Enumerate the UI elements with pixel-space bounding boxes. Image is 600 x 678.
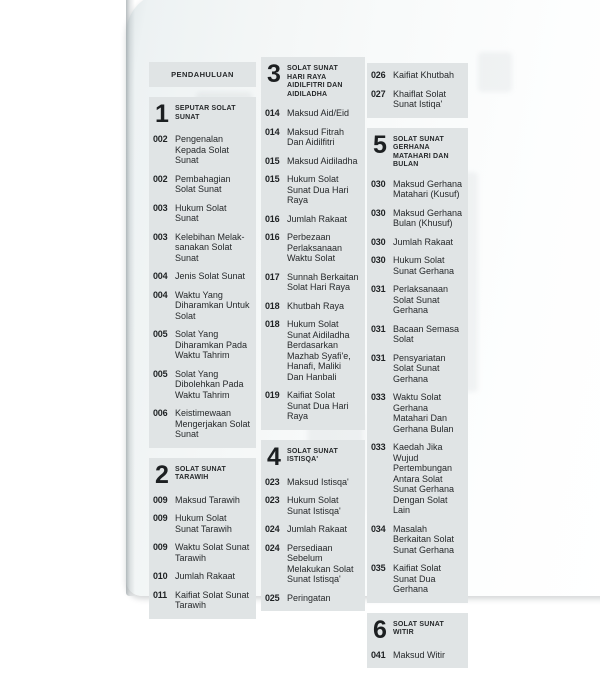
toc-entry <box>153 174 251 195</box>
entry-title: Kelebihan Melak-sanakan Solat Sunat <box>175 231 245 263</box>
entries-continuation-box <box>367 63 468 118</box>
entry-page-number: 010 <box>153 571 168 581</box>
section-header <box>155 460 251 489</box>
toc-entry <box>153 203 251 224</box>
section-header <box>155 100 251 128</box>
entry-title: Hukum Solat Sunat Dua Hari Raya <box>287 174 349 205</box>
toc-entry <box>265 301 360 312</box>
entry-title: Kaedah Jika Wujud Pertembungan Antara Solat Sunat Gerhana Dengan Solat Lain <box>393 442 455 515</box>
toc-entry <box>265 272 360 293</box>
entry-title: Masalah Berkaitan Solat Sunat Gerhana <box>393 523 455 555</box>
section-6-box <box>367 613 468 669</box>
entry-title: Persediaan Sebelum Melakukan Solat Sunat Istisqa' <box>287 542 354 584</box>
toc-entry <box>265 524 360 535</box>
entry-title: Maksud Istisqa' <box>287 476 349 487</box>
entry-title: Bacaan Semasa Solat <box>393 323 460 344</box>
showthrough-smudge <box>478 52 512 92</box>
toc-entry <box>153 329 251 361</box>
toc-entry <box>265 108 360 119</box>
section-title: SOLAT SUNAT HARI RAYA AIDILFITRI DAN AIDILADHA <box>287 65 343 98</box>
toc-entry <box>153 271 251 282</box>
section-header <box>373 615 463 644</box>
entry-page-number: 030 <box>371 236 386 247</box>
entry-page-number: 015 <box>265 174 280 184</box>
entry-page-number: 014 <box>265 126 280 137</box>
section-5-box <box>367 128 468 603</box>
entry-page-number: 002 <box>153 134 168 144</box>
toc-column-2 <box>261 57 365 621</box>
toc-entry <box>265 543 360 585</box>
entry-title: Solat Yang Dibolehkan Pada Waktu Tahrim <box>175 368 244 400</box>
entry-title: Perbezaan Perlaksanaan Waktu Solat <box>287 232 343 263</box>
section-number: 5 <box>373 130 386 159</box>
entry-title: Pensyariatan Solat Sunat Gerhana <box>393 352 446 384</box>
entry-title: Kaifiat Solat Sunat Dua Hari Raya <box>287 390 349 421</box>
entry-page-number: 003 <box>153 231 168 242</box>
entry-page-number: 030 <box>371 178 386 189</box>
entry-page-number: 003 <box>153 202 168 213</box>
entry-title: Hukum Solat Sunat Gerhana <box>393 255 455 276</box>
section-title: SOLAT SUNAT GERHANA MATAHARI DAN BULAN <box>393 135 449 168</box>
entry-page-number: 031 <box>371 352 386 363</box>
toc-entry <box>371 237 463 248</box>
toc-entry <box>153 232 251 264</box>
entry-title: Jenis Solat Sunat <box>175 271 246 281</box>
entry-title: Maksud Tarawih <box>175 494 240 505</box>
section-4-box <box>261 440 365 612</box>
entry-title: Maksud Fitrah Dan Aidilfitri <box>287 126 345 147</box>
entry-page-number: 002 <box>153 173 168 184</box>
entry-page-number: 024 <box>265 542 280 553</box>
toc-entry <box>265 319 360 382</box>
toc-entry <box>265 593 360 604</box>
entry-page-number: 011 <box>153 589 167 600</box>
toc-entry <box>265 477 360 488</box>
toc-entry <box>153 571 251 582</box>
entry-title: Hukum Solat Sunat Istisqa' <box>287 495 341 516</box>
entry-page-number: 025 <box>265 592 280 603</box>
entry-page-number: 019 <box>265 390 280 400</box>
toc-entry <box>153 408 251 440</box>
toc-entry <box>265 390 360 422</box>
section-1-box <box>149 97 256 448</box>
toc-entry <box>265 214 360 225</box>
entry-title: Hukum Solat Sunat Aidiladha Berdasarkan Mazhab Syafi'e, Hanafi, Maliki Dan Hanbali <box>287 319 351 382</box>
section-number: 6 <box>373 615 386 644</box>
section-number: 2 <box>155 460 168 489</box>
entry-page-number: 030 <box>371 255 386 265</box>
entry-page-number: 005 <box>153 329 168 339</box>
entry-title: Hukum Solat Sunat Tarawih <box>175 513 232 534</box>
toc-entry <box>265 174 360 206</box>
entry-title: Maksud Gerhana Matahari (Kusuf) <box>393 178 463 199</box>
toc-entry <box>153 542 251 563</box>
section-3-box <box>261 57 365 430</box>
entry-page-number: 023 <box>265 495 280 505</box>
entry-page-number: 006 <box>153 408 168 418</box>
contents-header-box <box>149 62 256 87</box>
entry-title: Maksud Aidiladha <box>287 155 358 166</box>
toc-entry <box>265 232 360 264</box>
toc-entry <box>153 590 251 611</box>
section-header <box>267 442 360 471</box>
section-title: SOLAT SUNAT TARAWIH <box>175 465 226 481</box>
toc-column-3 <box>367 63 468 678</box>
entry-title: Kaifiat Khutbah <box>393 70 455 80</box>
entry-title: Jumlah Rakaat <box>175 571 236 581</box>
entry-page-number: 024 <box>265 524 280 534</box>
toc-entry <box>153 290 251 322</box>
entry-page-number: 009 <box>153 513 168 523</box>
entry-title: Solat Yang Diharamkan Pada Waktu Tahrim <box>175 329 248 360</box>
page-left-edge <box>126 0 135 596</box>
entry-page-number: 031 <box>371 284 386 294</box>
entry-title: Jumlah Rakaat <box>393 236 454 247</box>
toc-entry <box>371 284 463 316</box>
section-number: 3 <box>267 60 280 88</box>
entry-title: Pengenalan Kepada Solat Sunat <box>175 134 230 165</box>
entry-page-number: 018 <box>265 300 280 311</box>
toc-entry <box>153 513 251 534</box>
toc-entry <box>371 563 463 595</box>
toc-column-1 <box>149 62 256 629</box>
entry-page-number: 018 <box>265 319 280 329</box>
entry-page-number: 030 <box>371 207 386 218</box>
entry-page-number: 005 <box>153 368 168 379</box>
toc-entry <box>153 495 251 506</box>
entry-title: Waktu Solat Gerhana Matahari Dan Gerhana Bulan <box>393 392 454 434</box>
entry-page-number: 016 <box>265 213 280 224</box>
entry-page-number: 015 <box>265 155 280 166</box>
toc-entry <box>371 208 463 229</box>
entry-title: Maksud Gerhana Bulan (Khusuf) <box>393 207 463 228</box>
entry-title: Khaiflat Solat Sunat Istiqa' <box>393 88 447 109</box>
entry-page-number: 023 <box>265 476 280 487</box>
toc-entry <box>371 255 463 276</box>
entry-title: Waktu Solat Sunat Tarawih <box>175 542 250 563</box>
entry-title: Waktu Yang Diharamkan Untuk Solat <box>175 289 250 321</box>
entry-page-number: 026 <box>371 70 386 80</box>
section-header <box>267 60 360 99</box>
section-title: SOLAT SUNAT WITIR <box>393 620 444 636</box>
section-number: 4 <box>267 442 280 471</box>
toc-entry <box>371 353 463 385</box>
entry-page-number: 035 <box>371 563 386 573</box>
entry-title: Maksud Aid/Eid <box>287 108 350 118</box>
entry-page-number: 027 <box>371 88 386 99</box>
toc-entry <box>153 369 251 401</box>
entry-title: Perlaksanaan Solat Sunat Gerhana <box>393 284 449 315</box>
entry-page-number: 033 <box>371 392 386 402</box>
toc-entry <box>371 524 463 556</box>
toc-entry <box>371 70 463 81</box>
entry-title: Jumlah Rakaat <box>287 213 348 224</box>
entry-page-number: 009 <box>153 542 168 552</box>
entry-page-number: 004 <box>153 271 168 281</box>
entry-title: Peringatan <box>287 592 331 603</box>
toc-entry <box>371 442 463 516</box>
section-header <box>373 130 463 170</box>
entry-title: Kaifiat Solat Sunat Tarawih <box>175 589 250 610</box>
toc-entry <box>371 650 463 661</box>
entry-title: Pembahagian Solat Sunat <box>175 173 231 194</box>
toc-entry <box>371 392 463 434</box>
entry-title: Keistimewaan Mengerjakan Solat Sunat <box>175 408 251 439</box>
entry-page-number: 041 <box>371 649 386 660</box>
section-number: 1 <box>155 100 168 128</box>
section-title: SEPUTAR SOLAT SUNAT <box>175 105 236 121</box>
entry-title: Hukum Solat Sunat <box>175 202 227 223</box>
entry-title: Sunnah Berkaitan Solat Hari Raya <box>287 271 359 292</box>
toc-entry <box>265 156 360 167</box>
toc-entry <box>371 179 463 200</box>
entry-page-number: 017 <box>265 271 280 282</box>
entry-page-number: 014 <box>265 108 280 118</box>
section-2-box <box>149 458 256 619</box>
entry-title: Jumlah Rakaat <box>287 524 348 534</box>
toc-entry <box>153 134 251 166</box>
toc-entry <box>371 324 463 345</box>
contents-header-label: PENDAHULUAN <box>171 70 234 79</box>
toc-entry <box>371 89 463 110</box>
toc-entry <box>265 127 360 148</box>
entry-page-number: 016 <box>265 232 280 242</box>
toc-entry <box>265 495 360 516</box>
section-title: SOLAT SUNAT ISTISQA' <box>287 447 338 463</box>
entry-page-number: 031 <box>371 323 386 334</box>
entry-page-number: 004 <box>153 289 168 300</box>
entry-title: Kaifiat Solat Sunat Dua Gerhana <box>393 563 442 594</box>
entry-page-number: 034 <box>371 523 386 534</box>
entry-page-number: 009 <box>153 494 168 505</box>
entry-title: Maksud Witir <box>393 649 446 660</box>
entry-title: Khutbah Raya <box>287 300 345 311</box>
entry-page-number: 033 <box>371 442 386 452</box>
